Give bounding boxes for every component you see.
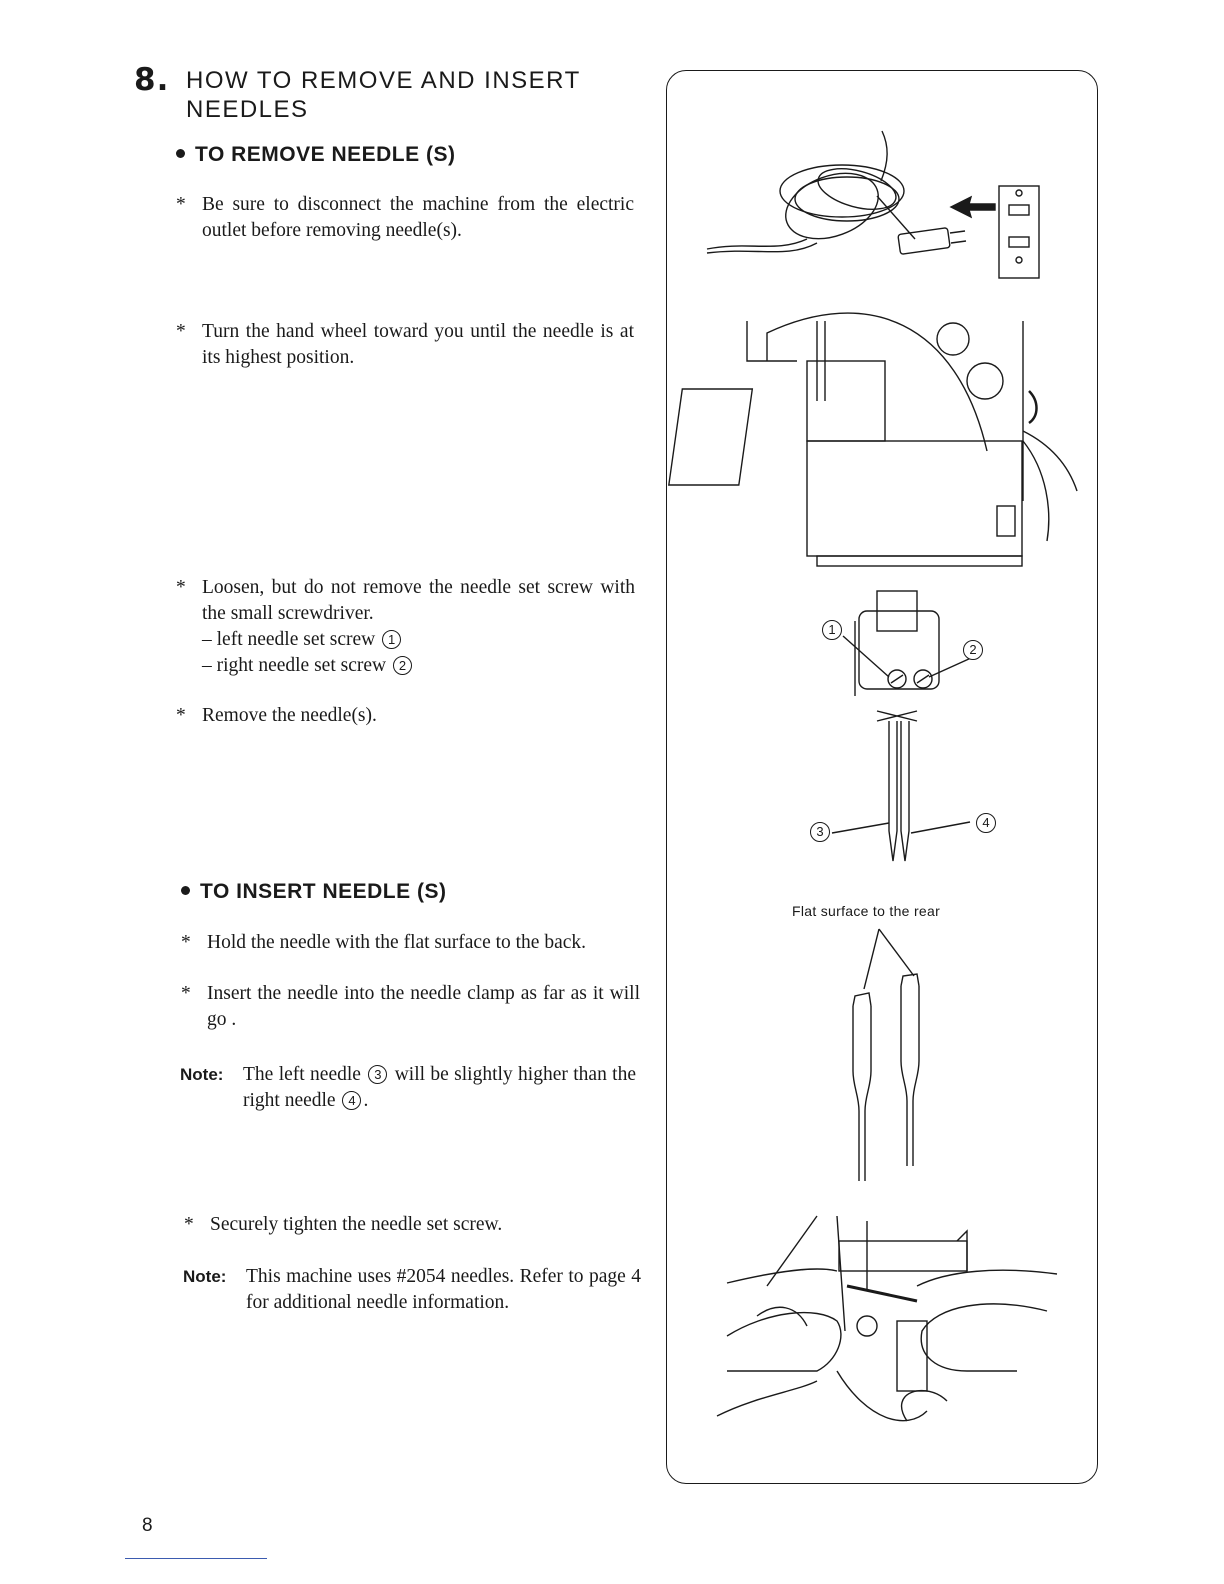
insert-item-3 bbox=[184, 1212, 640, 1238]
note-label: Note: bbox=[180, 1065, 224, 1084]
callout-3: 3 bbox=[810, 822, 830, 842]
insert-heading-text: TO INSERT NEEDLE (S) bbox=[200, 880, 447, 903]
callout-ref-4: 4 bbox=[342, 1091, 361, 1110]
insert-item-2-text: Insert the needle into the needle clamp as far as it will go . bbox=[207, 983, 640, 1030]
remove-item-2 bbox=[176, 319, 634, 371]
callout-1: 1 bbox=[822, 620, 842, 640]
remove-item-2-text: Turn the hand wheel toward you until the needle is at its highest position. bbox=[202, 321, 634, 368]
asterisk-bullet: * bbox=[176, 321, 186, 342]
page-number: 8 bbox=[142, 1515, 153, 1536]
remove-item-4-text: Remove the needle(s). bbox=[202, 705, 377, 726]
remove-item-1-text: Be sure to disconnect the machine from the electric outlet before removing needle(s). bbox=[202, 194, 634, 241]
sub-item-right-screw: – right needle set screw 2 bbox=[202, 653, 635, 679]
section-number: 8. bbox=[134, 62, 170, 98]
remove-item-4 bbox=[176, 703, 634, 729]
flat-surface-caption: Flat surface to the rear bbox=[792, 903, 941, 919]
footer-rule bbox=[125, 1558, 267, 1559]
asterisk-bullet: * bbox=[181, 932, 191, 953]
note-needle-type bbox=[183, 1264, 641, 1316]
insert-item-1 bbox=[181, 930, 639, 956]
callout-ref-1: 1 bbox=[382, 630, 401, 649]
remove-item-1 bbox=[176, 192, 634, 244]
asterisk-bullet: * bbox=[176, 577, 186, 598]
bullet-dot bbox=[181, 886, 190, 895]
bullet-dot bbox=[176, 149, 185, 158]
remove-heading-text: TO REMOVE NEEDLE (S) bbox=[195, 143, 456, 166]
remove-item-3-text: Loosen, but do not remove the needle set screw with the small screwdriver. bbox=[202, 577, 635, 624]
insert-item-3-text: Securely tighten the needle set screw. bbox=[210, 1214, 503, 1235]
asterisk-bullet: * bbox=[176, 194, 186, 215]
asterisk-bullet: * bbox=[176, 705, 186, 726]
callout-4: 4 bbox=[976, 813, 996, 833]
callout-ref-2: 2 bbox=[393, 656, 412, 675]
note-body: The left needle 3 will be slightly higher than the right needle 4 . bbox=[243, 1064, 637, 1111]
section-title: HOW TO REMOVE AND INSERT NEEDLES bbox=[186, 67, 581, 123]
note-needle-height bbox=[180, 1062, 636, 1114]
remove-item-3 bbox=[176, 575, 635, 679]
callout-2: 2 bbox=[963, 640, 983, 660]
power-cord-outlet-figure bbox=[707, 131, 1039, 278]
hands-inserting-needle-figure bbox=[717, 1216, 1057, 1421]
sub-item-left-screw: – left needle set screw 1 bbox=[202, 627, 635, 653]
illustrations bbox=[667, 71, 1099, 1485]
machine-front-figure bbox=[669, 313, 1077, 566]
asterisk-bullet: * bbox=[181, 983, 191, 1004]
note-body: This machine uses #2054 needles. Refer to page 4 for additional needle information. bbox=[246, 1266, 641, 1313]
remove-heading bbox=[176, 143, 455, 167]
illustration-panel bbox=[666, 70, 1098, 1484]
asterisk-bullet: * bbox=[184, 1214, 194, 1235]
note-label: Note: bbox=[183, 1267, 227, 1286]
needle-clamp-figure bbox=[832, 591, 971, 861]
callout-ref-3: 3 bbox=[368, 1065, 387, 1084]
insert-item-1-text: Hold the needle with the flat surface to the back. bbox=[207, 932, 587, 953]
needle-shank-figure bbox=[853, 929, 919, 1181]
insert-item-2 bbox=[181, 981, 640, 1033]
insert-heading bbox=[181, 880, 446, 904]
